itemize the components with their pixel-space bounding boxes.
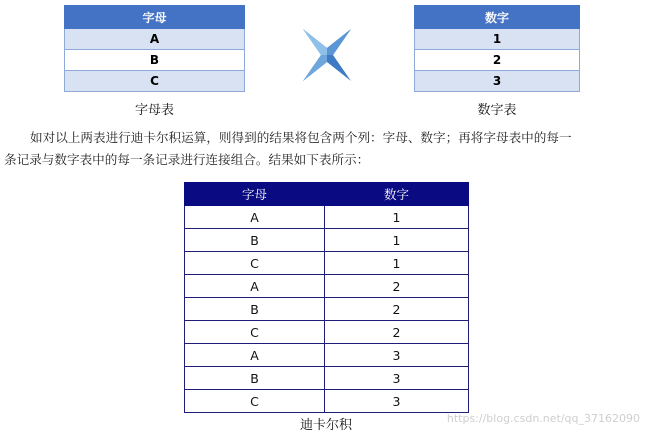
number-cell: 1: [325, 252, 469, 275]
letter-cell: B: [185, 229, 325, 252]
numbers-table-caption: 数字表: [477, 103, 517, 118]
product-table-caption: 迪卡尔积: [299, 418, 352, 433]
numbers-table-cell: 3: [415, 71, 580, 92]
product-table: [184, 182, 469, 413]
number-cell: 2: [325, 298, 469, 321]
numbers-table-cell: 2: [415, 50, 580, 71]
numbers-table-header: 数字: [415, 6, 580, 29]
letter-cell: B: [185, 367, 325, 390]
letters-table-cell: C: [65, 71, 245, 92]
watermark: https://blog.csdn.net/qq_37162090: [446, 412, 640, 425]
numbers-table-cell: 1: [415, 29, 580, 50]
table-row: [185, 275, 469, 298]
letter-cell: A: [185, 344, 325, 367]
letter-cell: C: [185, 252, 325, 275]
letter-cell: A: [185, 206, 325, 229]
letter-cell: A: [185, 275, 325, 298]
letter-cell: B: [185, 298, 325, 321]
number-cell: 1: [325, 229, 469, 252]
paragraph-line-1: 如对以上两表进行迪卡尔积运算，则得到的结果将包含两个列：字母、数字；再将字母表中的每一: [30, 130, 572, 145]
table-row: [185, 367, 469, 390]
number-cell: 3: [325, 390, 469, 413]
table-row: [185, 252, 469, 275]
four-point-star-icon: [303, 29, 351, 81]
letters-table-cell: A: [65, 29, 245, 50]
table-row: [185, 206, 469, 229]
table-row: [185, 298, 469, 321]
table-row: [185, 229, 469, 252]
number-cell: 3: [325, 367, 469, 390]
number-cell: 3: [325, 344, 469, 367]
table-row: [185, 344, 469, 367]
product-header-letter: 字母: [185, 183, 325, 206]
letters-table: [64, 5, 245, 92]
letter-cell: C: [185, 390, 325, 413]
letters-table-header: 字母: [65, 6, 245, 29]
numbers-table: [414, 5, 580, 92]
table-row: [185, 321, 469, 344]
number-cell: 2: [325, 321, 469, 344]
number-cell: 1: [325, 206, 469, 229]
number-cell: 2: [325, 275, 469, 298]
letters-table-cell: B: [65, 50, 245, 71]
product-header-number: 数字: [325, 183, 469, 206]
paragraph-line-2: 条记录与数字表中的每一条记录进行连接组合。结果如下表所示：: [4, 152, 370, 167]
letter-cell: C: [185, 321, 325, 344]
letters-table-caption: 字母表: [134, 103, 174, 118]
table-row: [185, 390, 469, 413]
